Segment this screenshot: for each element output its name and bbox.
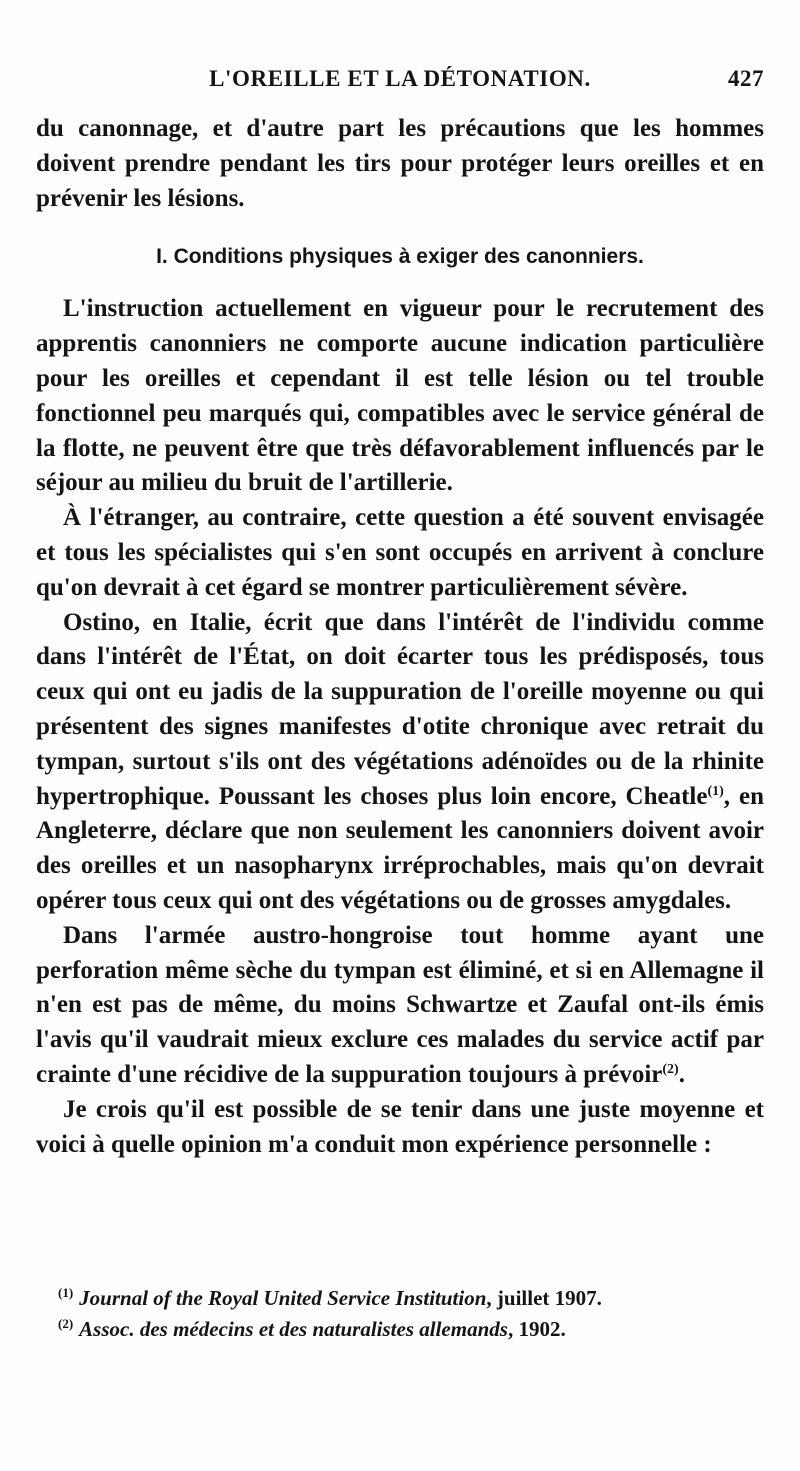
paragraph-ostino-text-b: , en Angleterre, déclare que non seulement les canonniers doivent avoir des oreilles et un nasopharynx irréprochables, mais qu'on devrait opérer tous ceux qui ont des végétations ou de grosses amygdales. xyxy=(36,782,764,914)
paragraph-instruction: L'instruction actuellement en vigueur pour le recrutement des apprentis canonniers ne comporte aucune indication particulière pour les oreilles et cependant il est telle lésion ou tel trouble fonctionnel peu marqués qui, compatibles avec le service général de la flotte, ne peuvent être que très défavorablement influencés par le séjour au milieu du bruit de l'artillerie. xyxy=(36,295,764,497)
page-number: 427 xyxy=(728,66,764,91)
footnote-1-title: Journal of the Royal United Service Institution xyxy=(79,1286,487,1310)
paragraph-austro-text-a: Dans l'armée austro-hongroise tout homme ayant une perforation même sèche du tympan est éliminé, et si en Allemagne il n'en est pas de même, du moins Schwartze et Zaufal ont-ils émis l'avis qu'il vaudrait mieux exclure ces malades du service actif par crainte d'une récidive de la suppuration toujours à prévoir xyxy=(36,921,764,1088)
paragraph-abroad: À l'étranger, au contraire, cette question a été souvent envisagée et tous les spécialistes qui s'en sont occupés en arrivent à conclure qu'on devrait à cet égard se montrer particulièrement sévère. xyxy=(36,504,764,601)
paragraph-ostino-text-a: Ostino, en Italie, écrit que dans l'intérêt de l'individu comme dans l'intérêt de l'État, on doit écarter tous les prédisposés, tous ceux qui ont eu jadis de la suppuration de l'oreille moyenne ou qui présentent des signes manifestes d'otite chronique avec retrait du tympan, surtout s'ils ont des végétations adénoïdes ou de la rhinite hypertrophique. Poussant les choses plus loin encore, Cheatle xyxy=(36,608,764,810)
footnotes xyxy=(58,1283,758,1345)
footnote-2-title: Assoc. des médecins et des naturalistes allemands xyxy=(79,1317,508,1341)
footnote-2 xyxy=(58,1314,758,1345)
page-header xyxy=(36,66,764,106)
footnote-1-rest: , juillet 1907. xyxy=(486,1286,602,1310)
paragraph-opinion: Je crois qu'il est possible de se tenir dans une juste moyenne et voici à quelle opinion m'a conduit mon expérience personnelle : xyxy=(36,1095,764,1158)
footnote-reference-1[interactable]: (1) xyxy=(707,783,724,799)
section-heading: I. Conditions physiques à exiger des canonniers. xyxy=(156,245,644,269)
footnote-1-marker: (1) xyxy=(58,1285,74,1300)
paragraph-ostino xyxy=(36,606,764,919)
paragraph-continuation: du canonnage, et d'autre part les précautions que les hommes doivent prendre pendant les tirs pour protéger leurs oreilles et en prévenir les lésions. xyxy=(36,115,764,212)
footnote-reference-2[interactable]: (2) xyxy=(662,1061,679,1077)
running-title: L'OREILLE ET LA DÉTONATION. xyxy=(209,66,591,91)
footnote-2-rest: , 1902. xyxy=(507,1317,566,1341)
footnote-1 xyxy=(58,1283,758,1314)
paragraph-austro-hungarian xyxy=(36,919,764,1093)
footnote-2-marker: (2) xyxy=(58,1316,74,1331)
paragraph-austro-text-b: . xyxy=(678,1060,685,1088)
body-text xyxy=(36,112,764,1162)
